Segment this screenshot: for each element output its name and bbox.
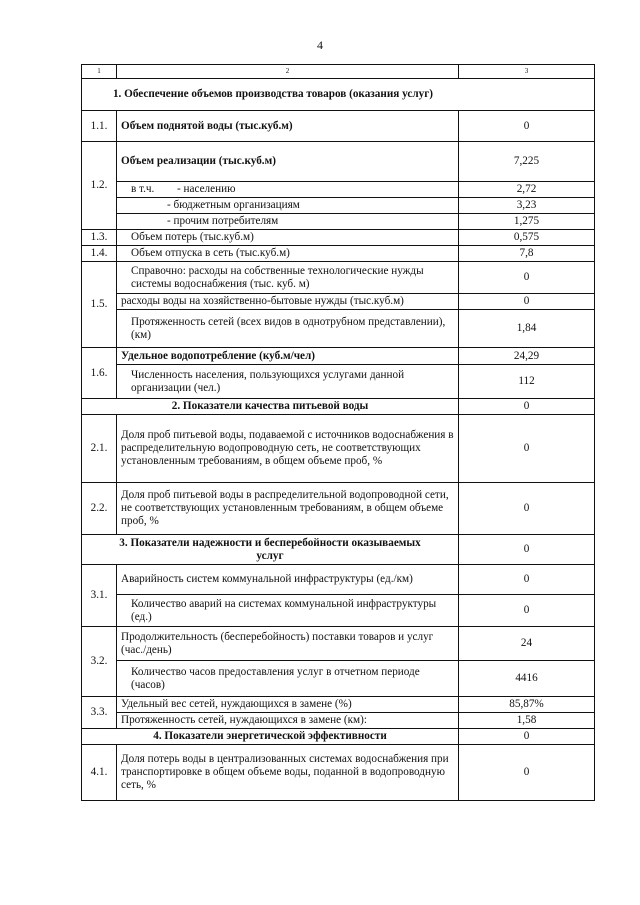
- row-label: Доля проб питьевой воды в распределительной водопроводной сети, не соответствующих установленным требованиям, в общем объеме проб, %: [117, 483, 459, 535]
- table-row-2-1: [82, 415, 595, 483]
- section-3-header: [82, 535, 595, 565]
- header-col-3: 3: [459, 65, 595, 79]
- row-label: Удельный вес сетей, нуждающихся в замене (%): [117, 697, 459, 713]
- indicators-table: [81, 64, 595, 801]
- row-value: 4416: [459, 661, 595, 697]
- row-value: 7,8: [459, 246, 595, 262]
- row-value: 0,575: [459, 230, 595, 246]
- row-value: 0: [459, 415, 595, 483]
- table-row-1-4: [82, 246, 595, 262]
- table-row-1-2-budget: [82, 198, 595, 214]
- table-row-1-6-b: [82, 365, 595, 399]
- row-number: 4.1.: [82, 745, 117, 801]
- row-label: Доля проб питьевой воды, подаваемой с источников водоснабжения в распределительную водопроводную сеть, не соответствующих установленным требованиям, в общем объеме проб, %: [117, 415, 459, 483]
- section-4-title: 4. Показатели энергетической эффективности: [82, 729, 459, 745]
- row-label: Количество аварий на системах коммунальной инфраструктуры (ед.): [117, 595, 459, 627]
- incl-label: в т.ч.: [131, 183, 155, 195]
- table-row-3-3-a: [82, 697, 595, 713]
- row-label: Удельное водопотребление (куб.м/чел): [117, 348, 459, 365]
- row-number: 2.2.: [82, 483, 117, 535]
- row-number: 1.2.: [82, 142, 117, 230]
- table-row-3-1-a: [82, 565, 595, 595]
- header-col-1: 1: [82, 65, 117, 79]
- row-label: Объем отпуска в сеть (тыс.куб.м): [117, 246, 459, 262]
- row-label: Доля потерь воды в централизованных системах водоснабжения при транспортировке в общем объеме воды, поданной в водопроводную сеть, %: [117, 745, 459, 801]
- table-row-1-1: [82, 111, 595, 142]
- row-number: 1.1.: [82, 111, 117, 142]
- header-col-2: 2: [117, 65, 459, 79]
- row-label: Протяженность сетей (всех видов в однотрубном представлении), (км): [117, 310, 459, 348]
- row-value: 0: [459, 595, 595, 627]
- section-2-value: 0: [459, 399, 595, 415]
- row-label: Справочно: расходы на собственные технологические нужды системы водоснабжения (тыс. куб. м): [117, 262, 459, 294]
- row-value: 2,72: [459, 182, 595, 198]
- row-label: Количество часов предоставления услуг в отчетном периоде (часов): [117, 661, 459, 697]
- row-label: Численность населения, пользующихся услугами данной организации (чел.): [117, 365, 459, 399]
- row-number: 1.3.: [82, 230, 117, 246]
- row-number: 1.5.: [82, 262, 117, 348]
- row-value: 85,87%: [459, 697, 595, 713]
- section-4-header: [82, 729, 595, 745]
- table-row-4-1: [82, 745, 595, 801]
- row-number: 3.3.: [82, 697, 117, 729]
- row-label: - бюджетным организациям: [117, 198, 459, 214]
- row-label: Объем потерь (тыс.куб.м): [117, 230, 459, 246]
- row-number: 3.2.: [82, 627, 117, 697]
- row-value: 0: [459, 483, 595, 535]
- table-row-1-3: [82, 230, 595, 246]
- row-value: 0: [459, 111, 595, 142]
- table-header-row: [82, 65, 595, 79]
- row-value: 0: [459, 745, 595, 801]
- table-row-1-2: [82, 142, 595, 182]
- population-label: - населению: [177, 183, 236, 195]
- table-row-3-1-b: [82, 595, 595, 627]
- table-row-3-3-b: [82, 713, 595, 729]
- table-row-1-5-b: [82, 294, 595, 310]
- row-label: Аварийность систем коммунальной инфраструктуры (ед./км): [117, 565, 459, 595]
- row-value: 7,225: [459, 142, 595, 182]
- row-value: 0: [459, 294, 595, 310]
- row-label: Протяженность сетей, нуждающихся в замене (км):: [117, 713, 459, 729]
- table-row-3-2-a: [82, 627, 595, 661]
- section-3-value: 0: [459, 535, 595, 565]
- section-2-header: [82, 399, 595, 415]
- row-value: 112: [459, 365, 595, 399]
- table-row-1-5-c: [82, 310, 595, 348]
- row-value: 0: [459, 262, 595, 294]
- section-4-value: 0: [459, 729, 595, 745]
- row-number: 2.1.: [82, 415, 117, 483]
- row-value: 1,275: [459, 214, 595, 230]
- table-row-3-2-b: [82, 661, 595, 697]
- row-number: 3.1.: [82, 565, 117, 627]
- row-value: 1,58: [459, 713, 595, 729]
- section-2-title: 2. Показатели качества питьевой воды: [82, 399, 459, 415]
- page-number: 4: [317, 38, 323, 52]
- row-label: - прочим потребителям: [117, 214, 459, 230]
- table-row-1-6-a: [82, 348, 595, 365]
- row-label: Объем поднятой воды (тыс.куб.м): [117, 111, 459, 142]
- table-row-1-2-population: [82, 182, 595, 198]
- row-label: Объем реализации (тыс.куб.м): [117, 142, 459, 182]
- row-label: [117, 182, 459, 198]
- row-value: 0: [459, 565, 595, 595]
- table-row-1-5-a: [82, 262, 595, 294]
- row-value: 1,84: [459, 310, 595, 348]
- section-3-title: 3. Показатели надежности и бесперебойности оказываемых услуг: [82, 535, 459, 565]
- table-row-2-2: [82, 483, 595, 535]
- table-row-1-2-other: [82, 214, 595, 230]
- row-number: 1.6.: [82, 348, 117, 399]
- row-value: 24: [459, 627, 595, 661]
- section-1-title: 1. Обеспечение объемов производства товаров (оказания услуг): [82, 79, 595, 111]
- row-label: Продолжительность (бесперебойность) поставки товаров и услуг (час./день): [117, 627, 459, 661]
- row-value: 3,23: [459, 198, 595, 214]
- row-value: 24,29: [459, 348, 595, 365]
- row-number: 1.4.: [82, 246, 117, 262]
- section-1-header: [82, 79, 595, 111]
- row-label: расходы воды на хозяйственно-бытовые нужды (тыс.куб.м): [117, 294, 459, 310]
